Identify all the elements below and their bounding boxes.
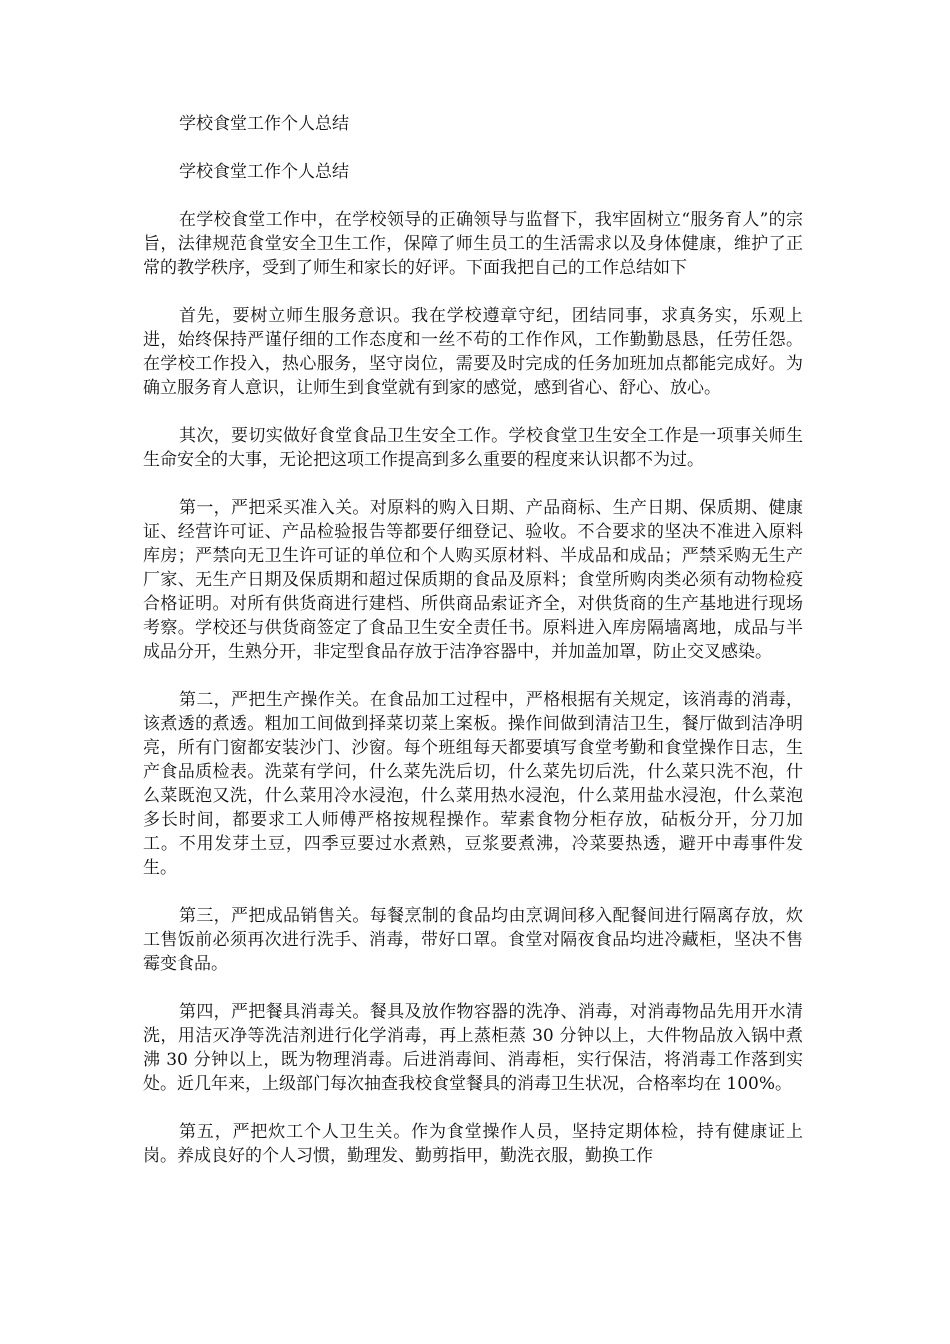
- document-subtitle: 学校食堂工作个人总结: [179, 162, 349, 182]
- paragraph-disinfection: 第四，严把餐具消毒关。餐具及放作物容器的洗净、消毒，对消毒物品先用开水清洗，用洁灭净等洗洁剂进行化学消毒，再上蒸柜蒸 30 分钟以上，大件物品放入锅中煮沸 30 分钟以上，既为物理消毒。后进消毒间、消毒柜，实行保洁，将消毒工作落到实处。近几年来，上级部门每次抽查我校食堂餐具的消毒卫生状况，合格率均在 100%。: [143, 1002, 803, 1094]
- paragraph-intro: 在学校食堂工作中，在学校领导的正确领导与监督下，我牢固树立“服务育人”的宗旨，法律规范食堂安全卫生工作，保障了师生员工的生活需求以及身体健康，维护了正常的教学秩序，受到了师生和家长的好评。下面我把自己的工作总结如下: [143, 210, 803, 278]
- paragraph-service-awareness: 首先，要树立师生服务意识。我在学校遵章守纪，团结同事，求真务实，乐观上进，始终保持严谨仔细的工作态度和一丝不苟的工作作风，工作勤勤恳恳，任劳任怨。在学校工作投入，热心服务，坚守岗位，需要及时完成的任务加班加点都能完成好。为确立服务育人意识，让师生到食堂就有到家的感觉，感到省心、舒心、放心。: [143, 306, 803, 398]
- paragraph-sales: 第三，严把成品销售关。每餐烹制的食品均由烹调间移入配餐间进行隔离存放，炊工售饭前必须再次进行洗手、消毒，带好口罩。食堂对隔夜食品均进冷藏柜，坚决不售霉变食品。: [143, 906, 803, 974]
- paragraph-personal-hygiene: 第五，严把炊工个人卫生关。作为食堂操作人员，坚持定期体检，持有健康证上岗。养成良好的个人习惯，勤理发、勤剪指甲，勤洗衣服，勤换工作: [143, 1122, 803, 1166]
- paragraph-production: 第二，严把生产操作关。在食品加工过程中，严格根据有关规定，该消毒的消毒，该煮透的煮透。粗加工间做到择菜切菜上案板。操作间做到清洁卫生，餐厅做到洁净明亮，所有门窗都安装沙门、沙窗。每个班组每天都要填写食堂考勤和食堂操作日志，生产食品质检表。洗菜有学问，什么菜先洗后切，什么菜先切后洗，什么菜只洗不泡，什么菜既泡又洗，什么菜用冷水浸泡，什么菜用热水浸泡，什么菜用盐水浸泡，什么菜泡多长时间，都要求工人师傅严格按规程操作。荤素食物分柜存放，砧板分开，分刀加工。不用发芽土豆，四季豆要过水煮熟，豆浆要煮沸，冷菜要热透，避开中毒事件发生。: [143, 690, 803, 878]
- paragraph-food-safety: 其次，要切实做好食堂食品卫生安全工作。学校食堂卫生安全工作是一项事关师生生命安全的大事，无论把这项工作提高到多么重要的程度来认识都不为过。: [143, 426, 803, 470]
- document-body: [143, 112, 803, 1192]
- paragraph-procurement: 第一，严把采买准入关。对原料的购入日期、产品商标、生产日期、保质期、健康证、经营许可证、产品检验报告等都要仔细登记、验收。不合要求的坚决不准进入原料库房；严禁向无卫生许可证的单位和个人购买原材料、半成品和成品；严禁采购无生产厂家、无生产日期及保质期和超过保质期的食品及原料；食堂所购肉类必须有动物检疫合格证明。对所有供货商进行建档、所供商品索证齐全，对供货商的生产基地进行现场考察。学校还与供货商签定了食品卫生安全责任书。原料进入库房隔墙离地，成品与半成品分开，生熟分开，非定型食品存放于洁净容器中，并加盖加罩，防止交叉感染。: [143, 498, 803, 662]
- document-title: 学校食堂工作个人总结: [179, 114, 349, 134]
